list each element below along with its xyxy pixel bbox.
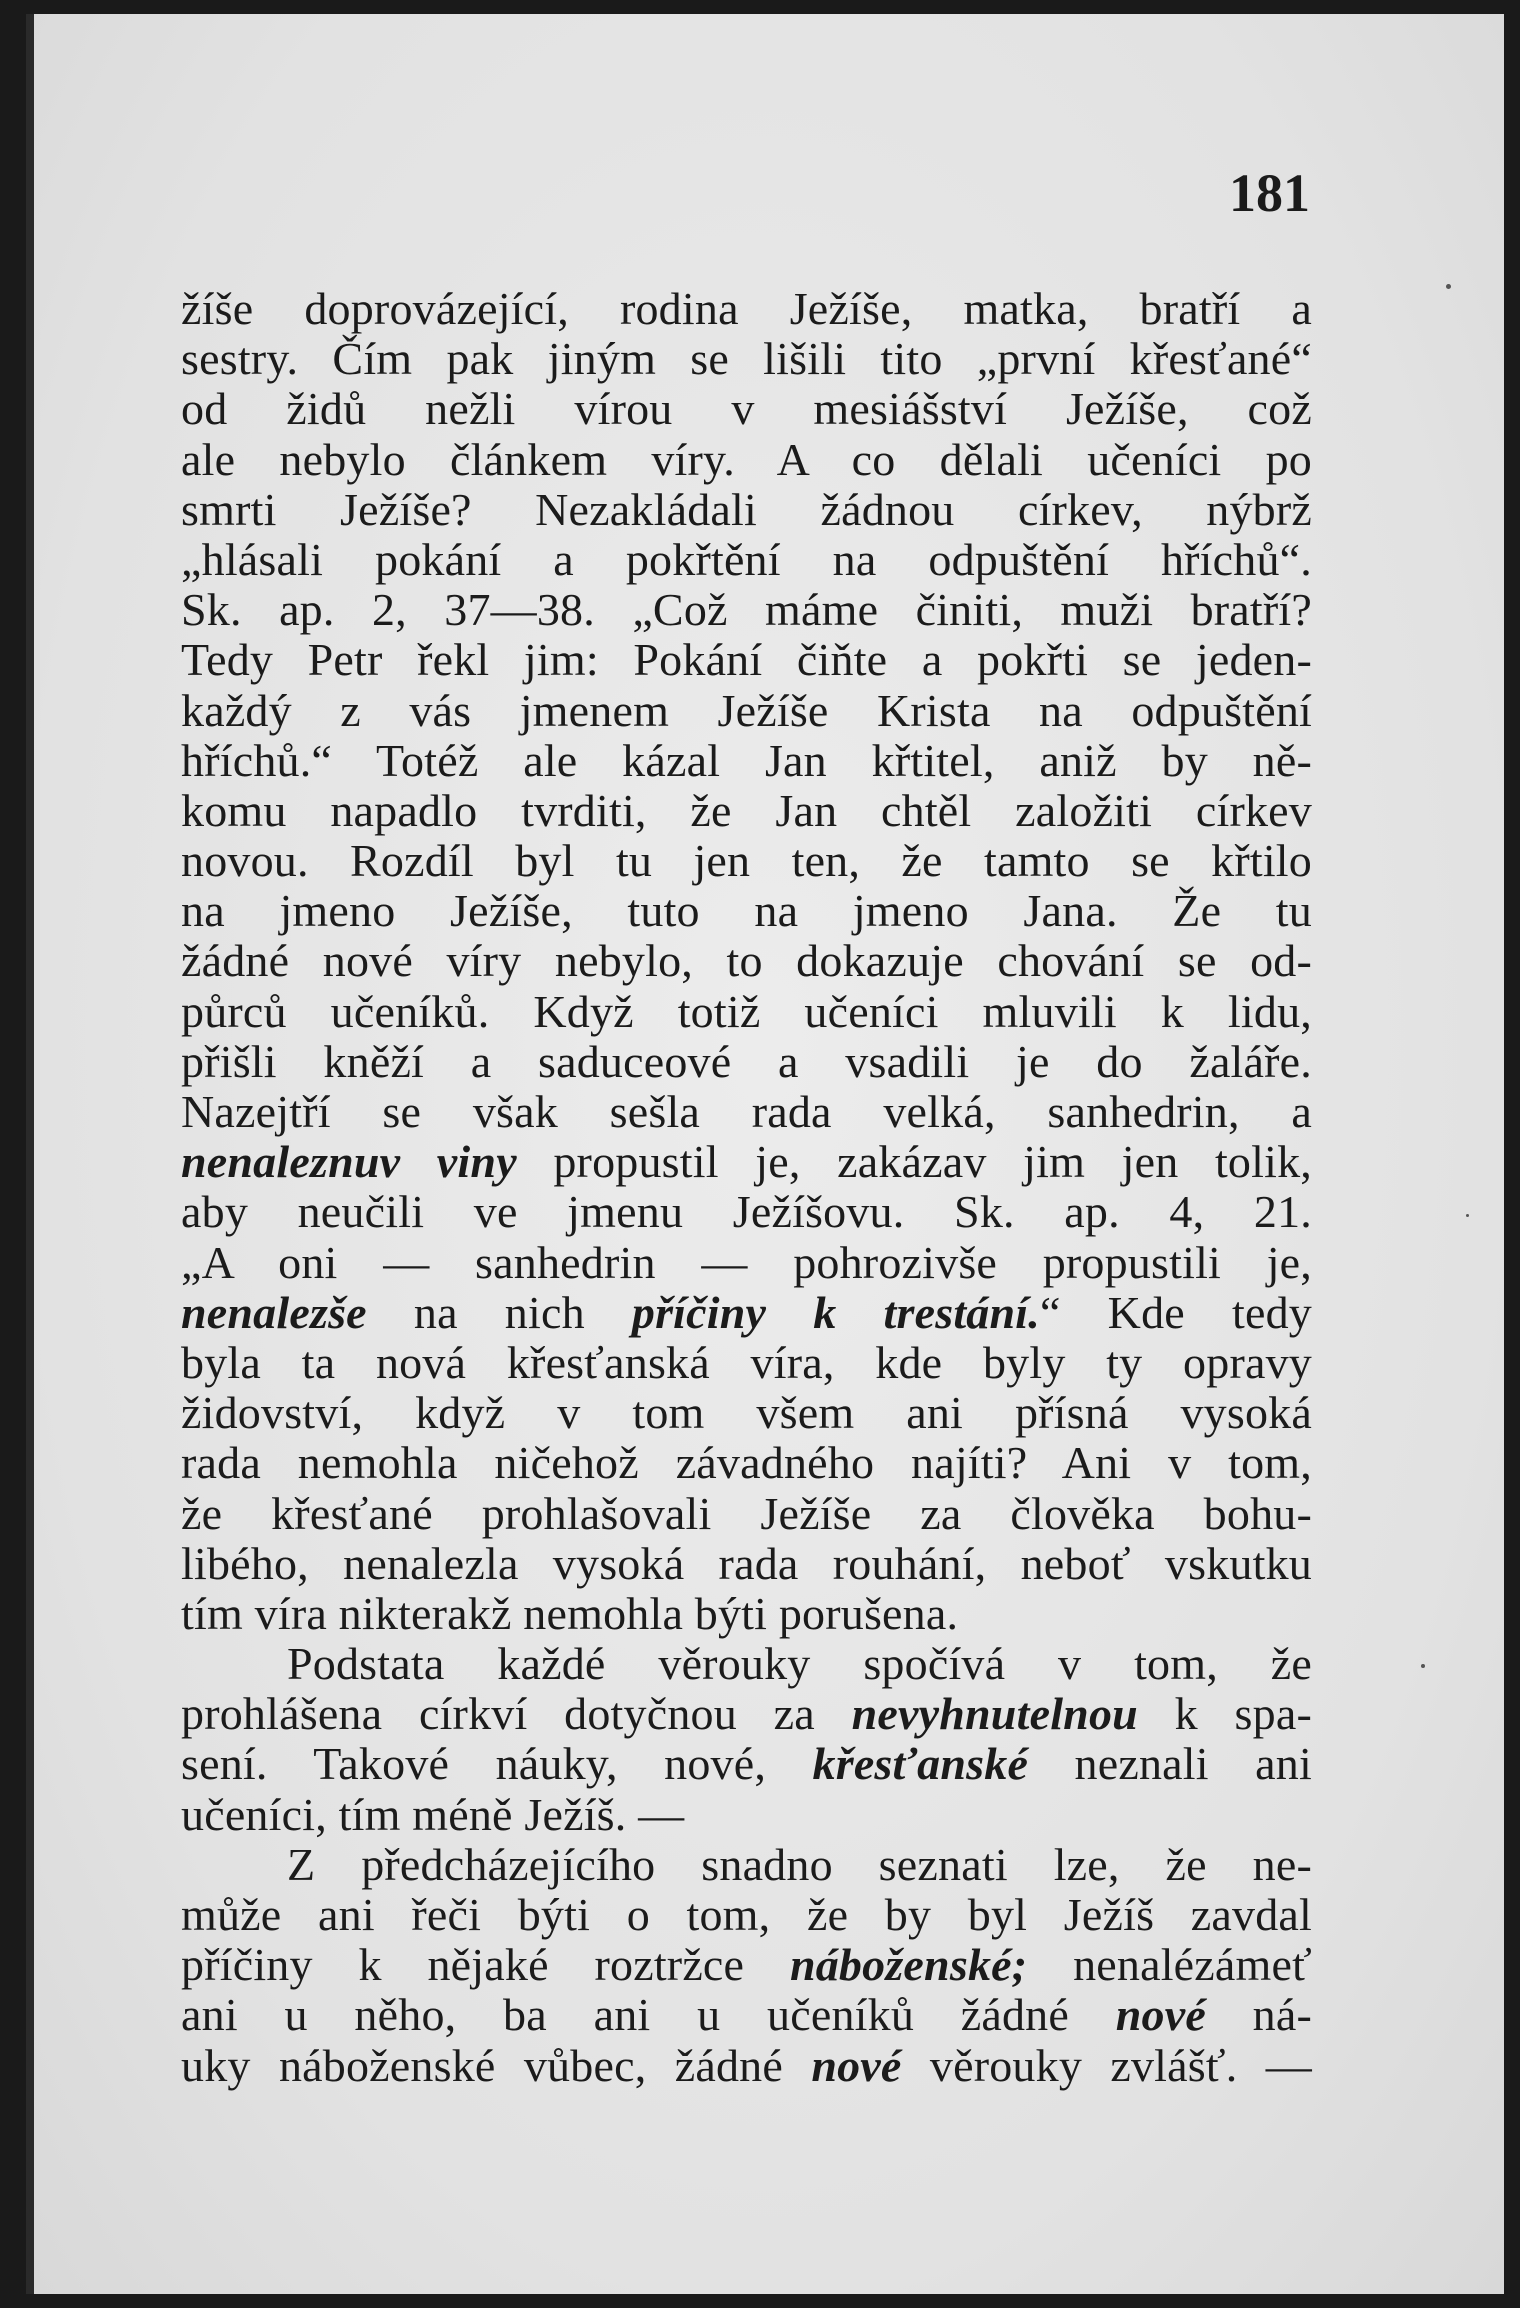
text-segment: byla ta nová křesťanská víra, kde byly ty opravy [181,1336,1312,1388]
text-line [181,1639,1312,1689]
text-segment: libého, nenalezla vysoká rada rouhání, neboť vskutku [181,1537,1312,1589]
text-line [181,1187,1312,1237]
text-segment: půrců učeníků. Když totiž učeníci mluvili k lidu, [181,985,1312,1037]
text-segment: smrti Ježíše? Nezakládali žádnou církev, nýbrž [181,483,1312,535]
text-line [181,284,1312,334]
text-line [181,1589,1312,1639]
text-segment: Sk. ap. 2, 37—38. „Což máme činiti, muži bratří? [181,584,1312,636]
text-segment: k spa- [1137,1688,1312,1740]
italic-text-segment: nové [811,2039,902,2091]
text-segment: nenalézámeť [1027,1939,1312,1991]
text-segment: neznali ani [1028,1738,1312,1790]
text-segment: na jmeno Ježíše, tuto na jmeno Jana. Že tu [181,885,1312,937]
text-line [181,435,1312,485]
text-segment: rada nemohla ničehož závadného najíti? Ani v tom, [181,1437,1312,1489]
text-segment: “ Kde tedy [1039,1286,1312,1338]
italic-text-segment: nevyhnutelnou [851,1688,1138,1740]
text-segment: od židů nežli vírou v mesiášství Ježíše, což [181,383,1312,435]
text-line [181,1689,1312,1739]
text-line [181,1438,1312,1488]
italic-text-segment: nenaleznuv viny [181,1136,517,1188]
text-segment: „hlásali pokání a pokřtění na odpuštění hříchů“. [181,533,1312,585]
text-segment: židovství, když v tom všem ani přísná vysoká [181,1387,1312,1439]
text-segment: přišli kněží a saduceové a vsadili je do žaláře. [181,1035,1312,1087]
text-segment: tím víra nikterakž nemohla býti porušena. [181,1587,959,1639]
text-line [181,1890,1312,1940]
page-binding-edge [26,14,34,2294]
text-line [181,2041,1312,2091]
text-line [181,1338,1312,1388]
text-line [181,886,1312,936]
text-segment: každý z vás jmenem Ježíše Krista na odpuštění [181,684,1312,736]
text-line [181,1840,1312,1890]
text-line [181,334,1312,384]
text-segment: propustil je, zakázav jim jen tolik, [516,1136,1312,1188]
text-segment: učeníci, tím méně Ježíš. — [181,1788,685,1840]
text-line [181,535,1312,585]
text-line [181,1388,1312,1438]
text-line [181,1087,1312,1137]
text-line [181,786,1312,836]
text-line [181,936,1312,986]
text-line [181,485,1312,535]
book-page [26,14,1504,2294]
text-segment: „A oni — sanhedrin — pohrozivše propustili je, [181,1236,1312,1288]
text-segment: hříchů.“ Totéž ale kázal Jan křtitel, aniž by ně- [181,734,1312,786]
text-line [181,1489,1312,1539]
text-line [181,686,1312,736]
text-segment: aby neučili ve jmenu Ježíšovu. Sk. ap. 4, 21. [181,1186,1312,1238]
text-segment: ná- [1205,1989,1312,2041]
text-segment: ani u něho, ba ani u učeníků žádné [181,1989,1116,2041]
text-line [181,384,1312,434]
text-line [181,736,1312,786]
italic-text-segment: příčiny k trestání. [631,1286,1040,1338]
text-segment: uky náboženské vůbec, žádné [181,2039,812,2091]
text-line [181,1238,1312,1288]
text-segment: že křesťané prohlašovali Ježíše za člověka bohu- [181,1487,1312,1539]
text-segment: sestry. Čím pak jiným se lišili tito „první křesťané“ [181,333,1312,385]
text-segment: věrouky zvlášť. — [901,2039,1312,2091]
text-line [181,1790,1312,1840]
text-line [181,987,1312,1037]
text-line [181,1539,1312,1589]
text-segment: žíše doprovázející, rodina Ježíše, matka, bratří a [181,283,1312,334]
italic-text-segment: nové [1115,1989,1206,2041]
text-segment: žádné nové víry nebylo, to dokazuje chování se od- [181,935,1312,987]
text-line [181,1940,1312,1990]
italic-text-segment: nenalezše [181,1286,367,1338]
text-line [181,1288,1312,1338]
text-segment: sení. Takové náuky, nové, [181,1738,813,1790]
text-segment: Podstata každé věrouky spočívá v tom, že [287,1638,1312,1690]
italic-text-segment: křesťanské [812,1738,1029,1790]
text-line [181,1990,1312,2040]
paper-speck [1466,1214,1469,1217]
page-number: 181 [1229,163,1310,223]
text-line [181,1137,1312,1187]
paper-speck [1421,1664,1425,1668]
text-segment: prohlášena církví dotyčnou za [181,1688,852,1740]
text-line [181,1037,1312,1087]
text-segment: Nazejtří se však sešla rada velká, sanhedrin, a [181,1086,1312,1137]
text-segment: novou. Rozdíl byl tu jen ten, že tamto se křtilo [181,835,1312,887]
text-segment: příčiny k nějaké roztržce [181,1939,790,1991]
text-segment: na nich [366,1286,632,1338]
text-line [181,585,1312,635]
text-segment: ale nebylo článkem víry. A co dělali učeníci po [181,433,1312,485]
paper-speck [1446,284,1451,289]
text-segment: komu napadlo tvrditi, že Jan chtěl založiti církev [181,784,1312,836]
italic-text-segment: náboženské; [789,1939,1028,1991]
body-text [181,284,1312,2091]
text-line [181,1739,1312,1789]
text-line [181,836,1312,886]
text-segment: Z předcházejícího snadno seznati lze, že ne- [287,1838,1312,1890]
text-segment: může ani řeči býti o tom, že by byl Ježíš zavdal [181,1889,1312,1940]
text-line [181,635,1312,685]
text-segment: Tedy Petr řekl jim: Pokání čiňte a pokřti se jeden- [181,634,1312,686]
